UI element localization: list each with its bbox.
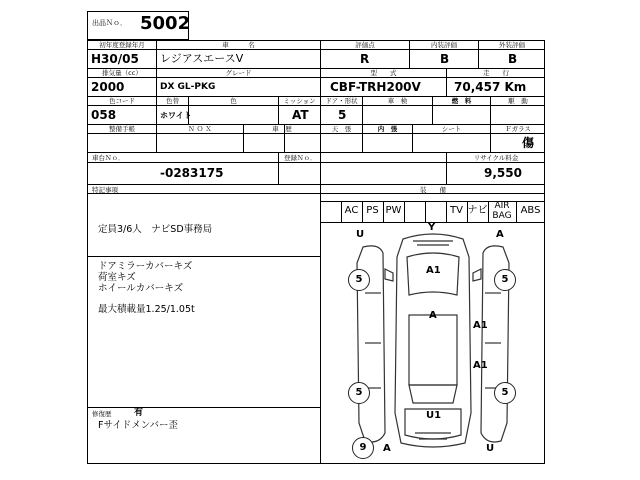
rule bbox=[425, 201, 426, 222]
rule bbox=[87, 184, 545, 185]
mission-value: AT bbox=[292, 108, 309, 122]
interior-value: B bbox=[440, 52, 450, 66]
mark-rear: U1 bbox=[426, 410, 442, 421]
rule bbox=[87, 407, 320, 408]
inspection-label: 車 検 bbox=[387, 97, 408, 105]
year-label: 初年度登録年月 bbox=[99, 41, 145, 49]
history-label: 車 歴 bbox=[272, 125, 292, 133]
equipment-label: 装 備 bbox=[420, 186, 446, 194]
doors-label: ドア・形状 bbox=[325, 97, 358, 105]
recycle-label: リサイクル料金 bbox=[473, 154, 519, 162]
equip-pw: PW bbox=[385, 205, 402, 216]
equip-ac: AC bbox=[344, 205, 359, 216]
tire-spare: 9 bbox=[352, 437, 374, 459]
exterior-value: B bbox=[508, 52, 518, 66]
notes-line: 最大積載量1.25/1.05t bbox=[98, 304, 195, 315]
rule bbox=[87, 256, 320, 257]
color-value: ホワイト bbox=[160, 111, 192, 120]
grade-label: グレード bbox=[225, 69, 252, 77]
color-code-value: 058 bbox=[91, 108, 117, 122]
mileage-value: 70,457 Km bbox=[454, 80, 527, 94]
maint-label: 整備手帳 bbox=[109, 125, 135, 133]
tire-front-left: 5 bbox=[348, 269, 370, 291]
interior-top-label: 内 張 bbox=[377, 125, 398, 133]
rule bbox=[87, 152, 545, 153]
equip-ps: PS bbox=[366, 205, 379, 216]
mission-label: ミッション bbox=[283, 97, 316, 105]
tire-rear-left: 5 bbox=[348, 382, 370, 404]
lot-number: 5002 bbox=[140, 13, 191, 34]
equip-abs: ABS bbox=[520, 205, 541, 216]
nox-label: Ｎ Ｏ Ｘ bbox=[188, 125, 212, 133]
repair-detail: Fサイドメンバー歪 bbox=[98, 420, 179, 431]
name-value: レジアスエースV bbox=[160, 52, 244, 65]
seat-label: シート bbox=[441, 125, 462, 133]
drive-label: 駆 動 bbox=[508, 97, 528, 105]
fuel-label: 燃 料 bbox=[451, 97, 472, 105]
reg-label: 登録Ｎｏ． bbox=[284, 154, 317, 162]
glass-value: 傷 bbox=[522, 136, 535, 150]
mark-front-left: U bbox=[356, 229, 365, 240]
glass-label: Ｆガラス bbox=[505, 125, 531, 133]
notes-line: ドアミラーカバーキズ bbox=[98, 261, 193, 272]
mileage-label: 走 行 bbox=[483, 69, 509, 77]
grade-value: DX GL-PKG bbox=[160, 82, 216, 92]
notes-label: 特記事項 bbox=[92, 186, 118, 194]
repair-value: 有 bbox=[134, 408, 144, 418]
exterior-label: 外装評価 bbox=[499, 41, 525, 49]
notes-line: ホイールカバーキズ bbox=[98, 283, 184, 294]
tire-rear-right: 5 bbox=[494, 382, 516, 404]
mark-roof: A bbox=[429, 310, 437, 321]
rule bbox=[404, 201, 405, 222]
lot-label: 出品Ｎｏ． bbox=[92, 19, 127, 27]
cc-value: 2000 bbox=[91, 80, 125, 94]
rule bbox=[278, 152, 279, 184]
score-value: R bbox=[360, 52, 370, 66]
mark-right-lower: A1 bbox=[473, 360, 488, 371]
mark-front-right: A bbox=[496, 229, 504, 240]
equip-airbag: AIR BAG bbox=[492, 201, 512, 221]
notes-line: 荷室キズ bbox=[98, 272, 136, 283]
rule bbox=[87, 162, 545, 163]
model-label: 型 式 bbox=[370, 69, 397, 77]
equip-tv: TV bbox=[450, 205, 463, 216]
chassis-label: 車台Ｎｏ． bbox=[92, 154, 125, 162]
mark-right-upper: A1 bbox=[473, 320, 488, 331]
color-code-label: 色コード bbox=[109, 97, 135, 105]
mark-front: Y bbox=[428, 222, 436, 233]
mark-rear-left: A bbox=[383, 443, 391, 454]
vehicle-diagram bbox=[321, 223, 544, 463]
doors-value: 5 bbox=[338, 108, 347, 122]
year-value: H30/05 bbox=[91, 52, 139, 66]
recycle-value: 9,550 bbox=[484, 166, 522, 180]
mark-rear-right: U bbox=[486, 443, 495, 454]
score-label: 評価点 bbox=[355, 41, 375, 49]
notes-line: 定員3/6人 ナビSD事務局 bbox=[98, 224, 213, 235]
equip-navi: ナビ bbox=[467, 205, 488, 216]
repair-label: 修復歴 bbox=[92, 410, 112, 418]
sunroof-label: 天 張 bbox=[331, 125, 352, 133]
mark-hood: A1 bbox=[426, 265, 441, 276]
chassis-value: -0283175 bbox=[160, 166, 224, 180]
interior-label: 内装評価 bbox=[431, 41, 457, 49]
model-value: CBF-TRH200V bbox=[330, 80, 421, 94]
tire-front-right: 5 bbox=[494, 269, 516, 291]
color-change-label: 色替 bbox=[166, 97, 179, 105]
cc-label: 排気量（cc） bbox=[102, 69, 142, 77]
name-label: 車 名 bbox=[222, 41, 255, 49]
color-label: 色 bbox=[230, 97, 237, 105]
